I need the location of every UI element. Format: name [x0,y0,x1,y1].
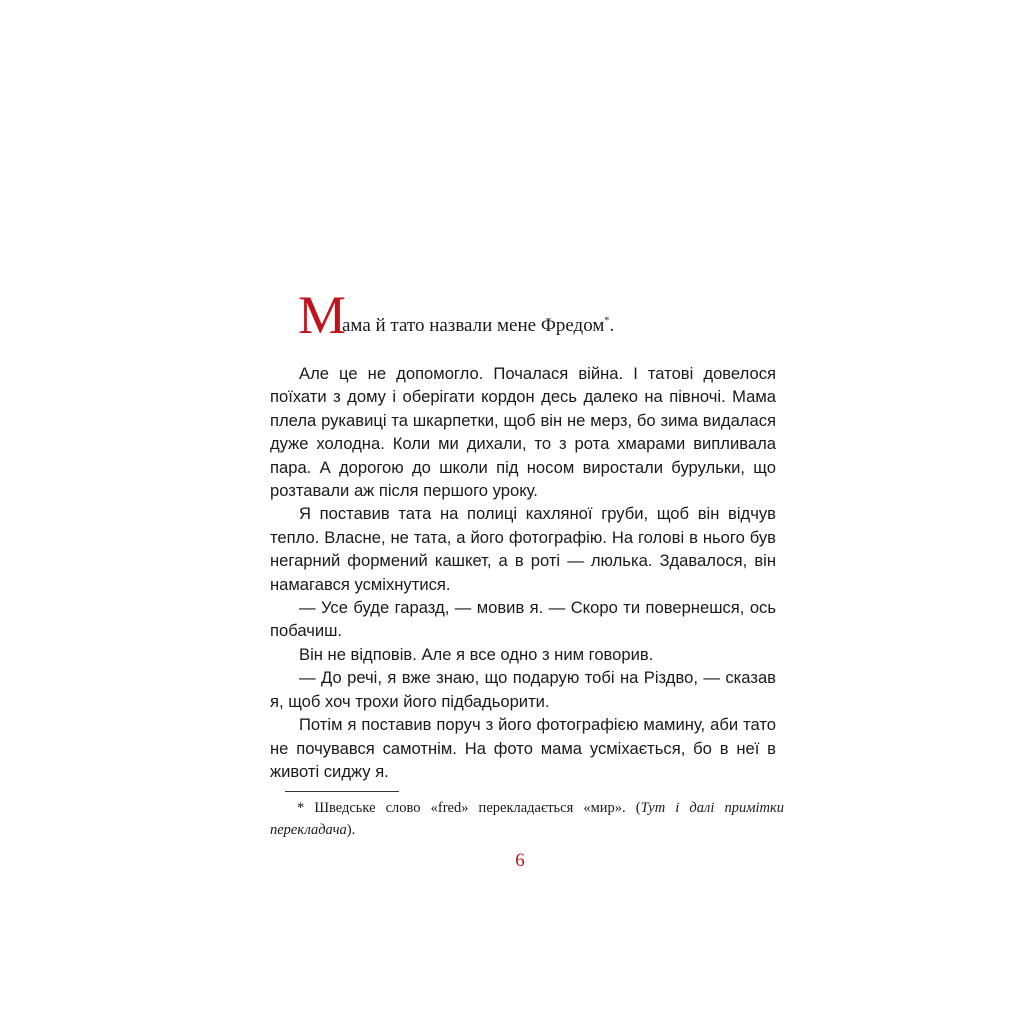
footnote-marker: * [604,315,610,327]
paragraph: — Усе буде гаразд, — мовив я. — Скоро ти повернешся, ось побачиш. [270,598,776,641]
body-text [270,362,776,783]
paragraph: — До речі, я вже знаю, що подарую тобі на Різдво, — сказав я, щоб хоч трохи його підбадьорити. [270,668,776,711]
footnote-end: ). [346,822,356,838]
opening-line [270,285,776,345]
paragraph: Але це не допомогло. Почалася війна. І татові довелося поїхати з дому і оберігати кордон десь далеко на півночі. Мама плела рукавиці та шкарпетки, щоб він не мерз, бо зима видалася дуже холодна. Коли ми дихали, то з рота хмарами випливала пара. А дорогою до школи під носом виростали бурульки, що розтавали аж після першого уроку. [270,364,776,501]
footnote-italic: Тут і далі примітки перекладача [270,800,784,838]
paragraph: Я поставив тата на полиці кахляної груби, щоб він відчув тепло. Власне, не тата, а його фотографію. На голові в нього був негарний формений кашкет, а в роті — люлька. Здавалося, він намагався усміхнутися. [270,504,776,594]
footnote-divider [285,791,399,792]
paragraph: Він не відповів. Але я все одно з ним говорив. [299,644,654,664]
page-number: 6 [515,850,525,871]
footnote [270,797,784,841]
opening-end: . [609,315,615,336]
opening-sentence [342,314,614,338]
footnote-text: * Шведське слово «fred» перекладається «мир». ( [297,800,641,816]
main-text-block [270,285,776,783]
drop-cap: М [298,285,347,345]
opening-text: ама й тато назвали мене Фредом [342,315,605,336]
paragraph: Потім я поставив поруч з його фотографією мамину, аби тато не почувався самотнім. На фото мама усміхається, бо в неї в животі сиджу я. [270,715,776,781]
